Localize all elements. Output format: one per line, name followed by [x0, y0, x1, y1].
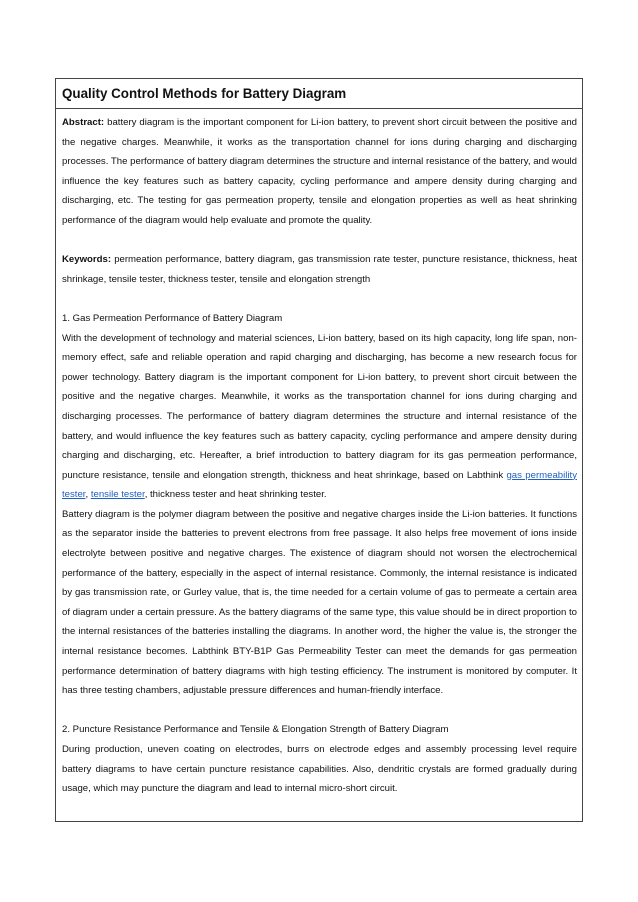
section2-heading: 2. Puncture Resistance Performance and Tensile & Elongation Strength of Battery Diagram	[62, 724, 449, 736]
section2-paragraph1: During production, uneven coating on electrodes, burrs on electrode edges and assembly processing level require battery diagrams to have certain puncture resistance capabilities. Also, dendritic crystals are formed gradually during usage, which may puncture the diagram and lead to internal micro-short circuit.	[62, 744, 577, 795]
abstract-text: battery diagram is the important component for Li-ion battery, to prevent short circuit between the positive and the negative charges. Meanwhile, it works as the transportation channel for ions during charging and discharging processes. The performance of battery diagram determines the structure and internal resistance of the battery, and would influence the key features such as battery capacity, cycling performance and ampere density during charging and discharging, etc. The testing for gas permeation property, tensile and elongation properties as well as heat shrinking performance of the diagram would help evaluate and promote the quality.	[62, 117, 577, 226]
keywords-paragraph	[62, 250, 577, 289]
section1-paragraph2: Battery diagram is the polymer diagram between the positive and negative charges inside the Li-ion batteries. It functions as the separator inside the batteries to prevent electrons from free passage. It also helps free movement of ions inside electrolyte between positive and negative charges. The existence of diagram should not worsen the electrochemical performance of the battery, especially in the aspect of internal resistance. Commonly, the internal resistance is indicated by gas transmission rate, or Gurley value, that is, the time needed for a certain volume of gas to permeate a certain area of diagram under a certain pressure. As the battery diagrams of the same type, this value should be in direct proportion to the internal resistances of the batteries installing the diagrams. In another word, the higher the value is, the stronger the internal resistance becomes. Labthink BTY-B1P Gas Permeability Tester can meet the demands for gas permeation performance determination of battery diagrams with high testing efficiency. The instrument is monitored by computer. It has three testing chambers, adjustable pressure differences and human-friendly interface.	[62, 508, 577, 697]
keywords-label: Keywords:	[62, 254, 112, 266]
section1-paragraph1	[62, 329, 577, 505]
article-frame	[55, 78, 583, 822]
section1-para1-text: With the development of technology and material sciences, Li-ion battery, based on its high capacity, long life span, non-memory effect, safe and reliable operation and rapid charging and discharging, has become a new research focus for power technology. Battery diagram is the important component for Li-ion battery, to prevent short circuit between the positive and the negative charges. Meanwhile, it works as the transportation channel for ions during charging and discharging processes. The performance of battery diagram determines the structure and internal resistance of the battery, and would influence the key features such as battery capacity, cycling performance and ampere density during charging and discharging, etc. Hereafter, a brief introduction to battery diagram for its gas permeation performance, puncture resistance, tensile and elongation strength, thickness and heat shrinkage, based on Labthink	[62, 332, 577, 481]
title-row	[56, 79, 582, 109]
section1-para1-end: , thickness tester and heat shrinking tester.	[144, 489, 327, 501]
section1-heading: 1. Gas Permeation Performance of Battery Diagram	[62, 312, 283, 324]
abstract-label: Abstract:	[62, 117, 105, 128]
document-title: Quality Control Methods for Battery Diagram	[62, 86, 347, 101]
tensile-tester-link[interactable]: tensile tester	[90, 489, 145, 501]
keywords-text: permeation performance, battery diagram, gas transmission rate tester, puncture resistance, thickness, heat shrinkage, tensile tester, thickness tester, tensile and elongation strength	[62, 254, 577, 285]
link-separator: ,	[85, 489, 91, 501]
spacer	[62, 289, 577, 309]
spacer	[62, 701, 577, 721]
abstract-paragraph	[62, 113, 577, 231]
article-body	[62, 113, 577, 799]
gas-permeability-tester-link[interactable]: gas permeability tester	[62, 469, 577, 501]
spacer	[62, 231, 577, 251]
